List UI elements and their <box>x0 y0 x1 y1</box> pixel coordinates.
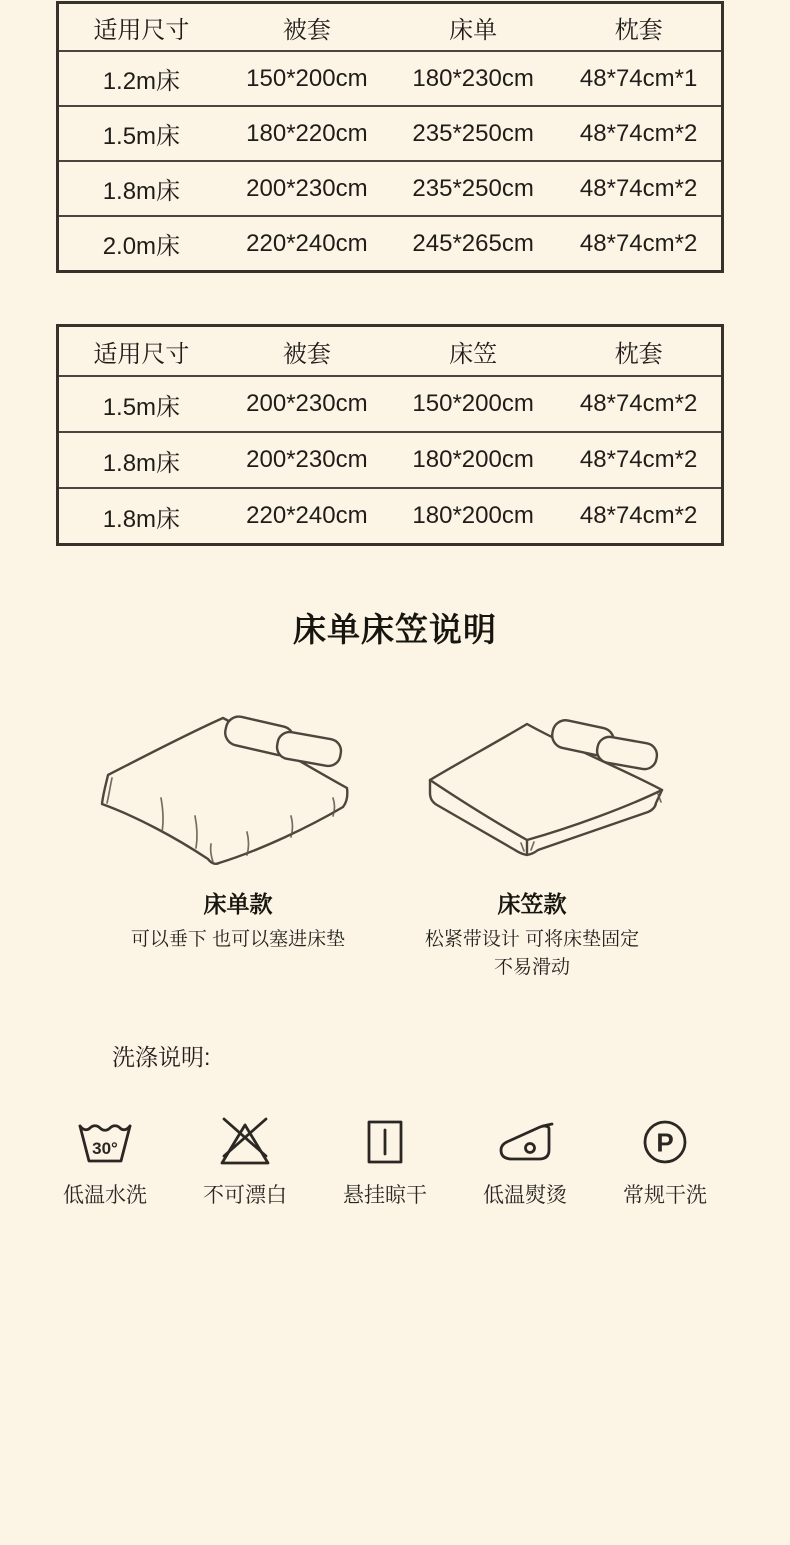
table-cell: 150*200cm <box>224 51 390 106</box>
table-cell: 245*265cm <box>390 216 556 272</box>
table-row <box>58 488 723 545</box>
table-cell: 48*74cm*1 <box>556 51 722 106</box>
table-cell: 180*230cm <box>390 51 556 106</box>
care-label: 不可漂白 <box>203 1184 287 1207</box>
wash-low-temp-icon <box>75 1116 135 1168</box>
care-item-iron <box>455 1116 595 1209</box>
table-header-row <box>58 326 723 377</box>
care-label: 悬挂晾干 <box>343 1184 427 1207</box>
care-label: 低温熨烫 <box>483 1184 567 1207</box>
wash-temp-value: 30° <box>92 1139 118 1158</box>
bed-style-description <box>382 926 682 982</box>
table-header-cell: 枕套 <box>614 16 663 44</box>
sheet-bed-label <box>88 891 388 954</box>
table-header-cell: 枕套 <box>614 340 663 368</box>
dry-clean-letter: P <box>656 1127 674 1158</box>
fitted-bed-label <box>382 891 682 982</box>
table-header-cell: 适用尺寸 <box>93 16 190 44</box>
table-row <box>58 161 723 216</box>
table-cell: 220*240cm <box>224 216 390 272</box>
table-cell: 48*74cm*2 <box>556 432 722 488</box>
washing-instructions-heading: 洗涤说明: <box>112 1044 211 1070</box>
hang-dry-icon <box>355 1116 415 1168</box>
table-cell: 1.8m床 <box>58 488 224 545</box>
table-cell: 1.5m床 <box>58 376 224 432</box>
table-row <box>58 216 723 272</box>
table-cell: 200*230cm <box>224 161 390 216</box>
iron-low-temp-icon <box>495 1116 555 1168</box>
sheet-bed-illustration <box>95 712 355 872</box>
fitted-bed-illustration <box>415 710 665 860</box>
table-cell: 1.8m床 <box>58 432 224 488</box>
bed-style-description <box>88 926 388 954</box>
table-cell: 235*250cm <box>390 106 556 161</box>
bed-style-description-line: 不易滑动 <box>493 957 570 978</box>
table-row <box>58 432 723 488</box>
table-cell: 1.8m床 <box>58 161 224 216</box>
size-table-sheet <box>56 1 724 273</box>
table-cell: 150*200cm <box>390 376 556 432</box>
table-cell: 48*74cm*2 <box>556 161 722 216</box>
care-label: 低温水洗 <box>63 1184 147 1207</box>
table-row <box>58 376 723 432</box>
table-cell: 235*250cm <box>390 161 556 216</box>
table-header-row <box>58 3 723 52</box>
table-row <box>58 51 723 106</box>
dry-clean-icon <box>635 1116 695 1168</box>
care-item-dry <box>315 1116 455 1209</box>
sheet-bed-sketch <box>95 712 355 872</box>
table-cell: 180*200cm <box>390 432 556 488</box>
table-cell: 1.5m床 <box>58 106 224 161</box>
fitted-bed-sketch <box>415 710 665 860</box>
table-header-cell: 床单 <box>449 16 498 44</box>
care-symbols-row <box>35 1116 735 1209</box>
table-cell: 220*240cm <box>224 488 390 545</box>
table-cell: 48*74cm*2 <box>556 488 722 545</box>
table-row <box>58 106 723 161</box>
table-cell: 180*220cm <box>224 106 390 161</box>
table-cell: 2.0m床 <box>58 216 224 272</box>
section-title: 床单床笠说明 <box>293 611 497 648</box>
no-bleach-icon <box>215 1116 275 1168</box>
table-cell: 48*74cm*2 <box>556 106 722 161</box>
table-cell: 180*200cm <box>390 488 556 545</box>
care-label: 常规干洗 <box>623 1184 707 1207</box>
care-item-bleach <box>175 1116 315 1209</box>
table-cell: 48*74cm*2 <box>556 216 722 272</box>
table-header-cell: 被套 <box>282 340 331 368</box>
bed-style-name: 床单款 <box>203 891 273 917</box>
table-cell: 48*74cm*2 <box>556 376 722 432</box>
bed-style-description-line: 可以垂下 也可以塞进床垫 <box>130 929 346 950</box>
bed-style-name: 床笠款 <box>497 891 567 917</box>
table-header-cell: 适用尺寸 <box>93 340 190 368</box>
bed-style-description-line: 松紧带设计 可将床垫固定 <box>424 929 640 950</box>
size-table-fitted <box>56 324 724 546</box>
table-header-cell: 床笠 <box>449 340 498 368</box>
care-item-wash <box>35 1116 175 1209</box>
table-header-cell: 被套 <box>282 16 331 44</box>
table-cell: 1.2m床 <box>58 51 224 106</box>
table-cell: 200*230cm <box>224 376 390 432</box>
care-item-dryclean <box>595 1116 735 1209</box>
table-cell: 200*230cm <box>224 432 390 488</box>
